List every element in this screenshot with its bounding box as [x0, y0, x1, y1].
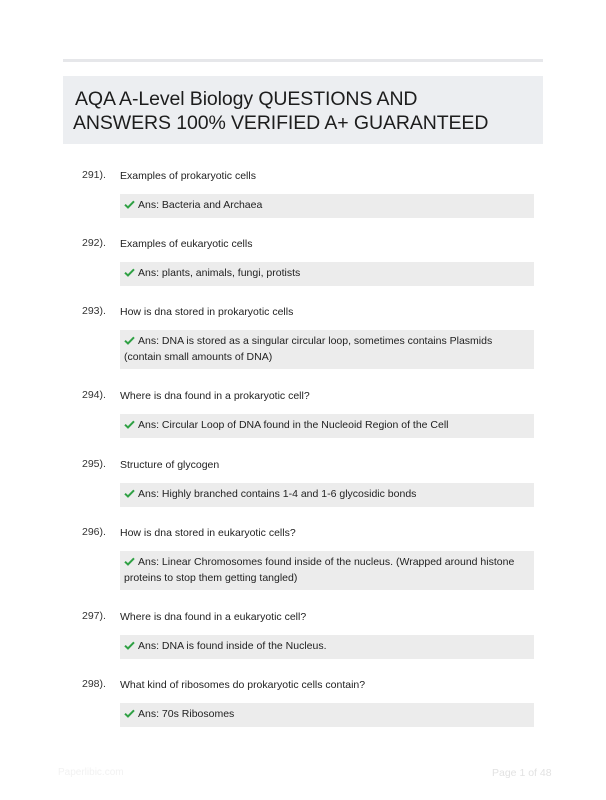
answer-box [120, 262, 534, 286]
answer-box [120, 194, 534, 218]
answer-text: Ans: Linear Chromosomes found inside of the nucleus. (Wrapped around histone proteins to stop them getting tangled) [124, 556, 515, 584]
footer-site: Paperlibic.com [58, 767, 124, 778]
question-text: Structure of glycogen [120, 459, 220, 471]
question-number: 291). [82, 169, 106, 181]
question-number: 292). [82, 237, 106, 249]
answer-box [120, 551, 534, 590]
page-number: Page 1 of 48 [492, 767, 552, 779]
question-number: 293). [82, 305, 106, 317]
question-number: 296). [82, 526, 106, 538]
title-line-1: AQA A-Level Biology QUESTIONS AND [75, 88, 418, 110]
question-number: 295). [82, 458, 106, 470]
question-number: 298). [82, 678, 106, 690]
answer-text: Ans: DNA is stored as a singular circular loop, sometimes contains Plasmids (contain small amounts of DNA) [124, 335, 493, 363]
title-line-2: ANSWERS 100% VERIFIED A+ GUARANTEED [73, 112, 489, 134]
answer-box [120, 414, 534, 438]
answer-text: Ans: DNA is found inside of the Nucleus. [138, 640, 327, 652]
question-text: Examples of prokaryotic cells [120, 170, 256, 182]
top-divider [63, 59, 543, 62]
checkmark-icon [124, 557, 135, 566]
checkmark-icon [124, 420, 135, 429]
question-text: What kind of ribosomes do prokaryotic cells contain? [120, 679, 366, 691]
answer-text: Ans: Highly branched contains 1-4 and 1-6 glycosidic bonds [138, 488, 417, 500]
checkmark-icon [124, 641, 135, 650]
answer-box [120, 330, 534, 369]
checkmark-icon [124, 200, 135, 209]
answer-text: Ans: 70s Ribosomes [138, 708, 235, 720]
answer-text: Ans: Circular Loop of DNA found in the Nucleoid Region of the Cell [138, 419, 449, 431]
document-title [63, 76, 543, 144]
question-text: How is dna stored in prokaryotic cells [120, 306, 294, 318]
checkmark-icon [124, 336, 135, 345]
answer-box [120, 483, 534, 507]
question-text: Where is dna found in a eukaryotic cell? [120, 611, 307, 623]
question-text: How is dna stored in eukaryotic cells? [120, 527, 296, 539]
checkmark-icon [124, 709, 135, 718]
checkmark-icon [124, 489, 135, 498]
checkmark-icon [124, 268, 135, 277]
question-number: 297). [82, 610, 106, 622]
question-text: Where is dna found in a prokaryotic cell? [120, 390, 310, 402]
question-number: 294). [82, 389, 106, 401]
answer-text: Ans: plants, animals, fungi, protists [138, 267, 301, 279]
question-text: Examples of eukaryotic cells [120, 238, 253, 250]
answer-text: Ans: Bacteria and Archaea [138, 199, 263, 211]
answer-box [120, 703, 534, 727]
answer-box [120, 635, 534, 659]
